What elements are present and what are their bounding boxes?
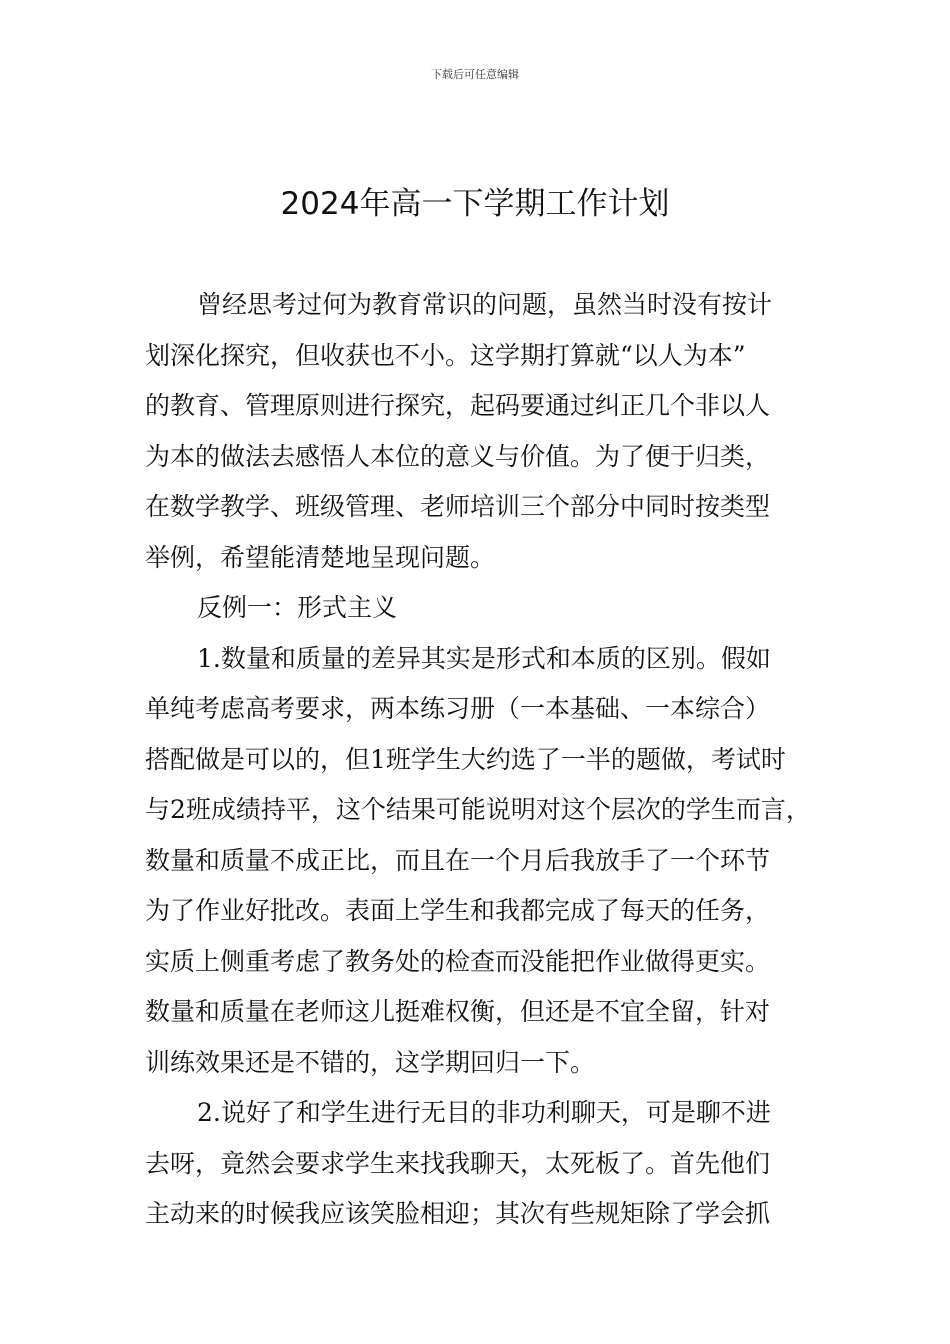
document-title: 2024年高一下学期工作计划: [280, 186, 670, 222]
body-line: 与2班成绩持平，这个结果可能说明对这个层次的学生而言，: [145, 795, 811, 824]
body-line: 为了作业好批改。表面上学生和我都完成了每天的任务，: [145, 896, 771, 925]
body-line: 在数学教学、班级管理、老师培训三个部分中同时按类型: [145, 492, 771, 521]
body-line: 实质上侧重考虑了教务处的检查而没能把作业做得更实。: [145, 946, 771, 976]
body-line: 曾经思考过何为教育常识的问题，虽然当时没有按计: [197, 290, 773, 319]
body-line: 主动来的时候我应该笑脸相迎；其次有些规矩除了学会抓: [145, 1199, 771, 1228]
body-line: 为本的做法去感悟人本位的意义与价值。为了便于归类，: [145, 441, 771, 471]
body-line: 数量和质量在老师这儿挺难权衡，但还是不宜全留，针对: [145, 997, 771, 1026]
header-note: 下载后可任意编辑: [431, 68, 519, 81]
body-line: 训练效果还是不错的，这学期回归一下。: [145, 1047, 596, 1077]
body-line: 举例，希望能清楚地呈现问题。: [145, 542, 496, 572]
body-line: 1.数量和质量的差异其实是形式和本质的区别。假如: [197, 643, 771, 673]
body-line: 单纯考虑高考要求，两本练习册（一本基础、一本综合）: [145, 694, 771, 723]
body-line: 数量和质量不成正比，而且在一个月后我放手了一个环节: [145, 845, 771, 875]
body-line: 划深化探究，但收获也不小。这学期打算就“以人为本”: [145, 340, 746, 370]
document-body: [145, 280, 825, 1240]
section-heading: 反例一：形式主义: [197, 593, 398, 622]
body-line: 的教育、管理原则进行探究，起码要通过纠正几个非以人: [145, 391, 771, 420]
body-line: 去呀，竟然会要求学生来找我聊天，太死板了。首先他们: [145, 1148, 771, 1178]
body-line: 2.说好了和学生进行无目的非功利聊天，可是聊不进: [197, 1098, 771, 1127]
body-line: 搭配做是可以的，但1班学生大约选了一半的题做，考试时: [145, 744, 786, 774]
